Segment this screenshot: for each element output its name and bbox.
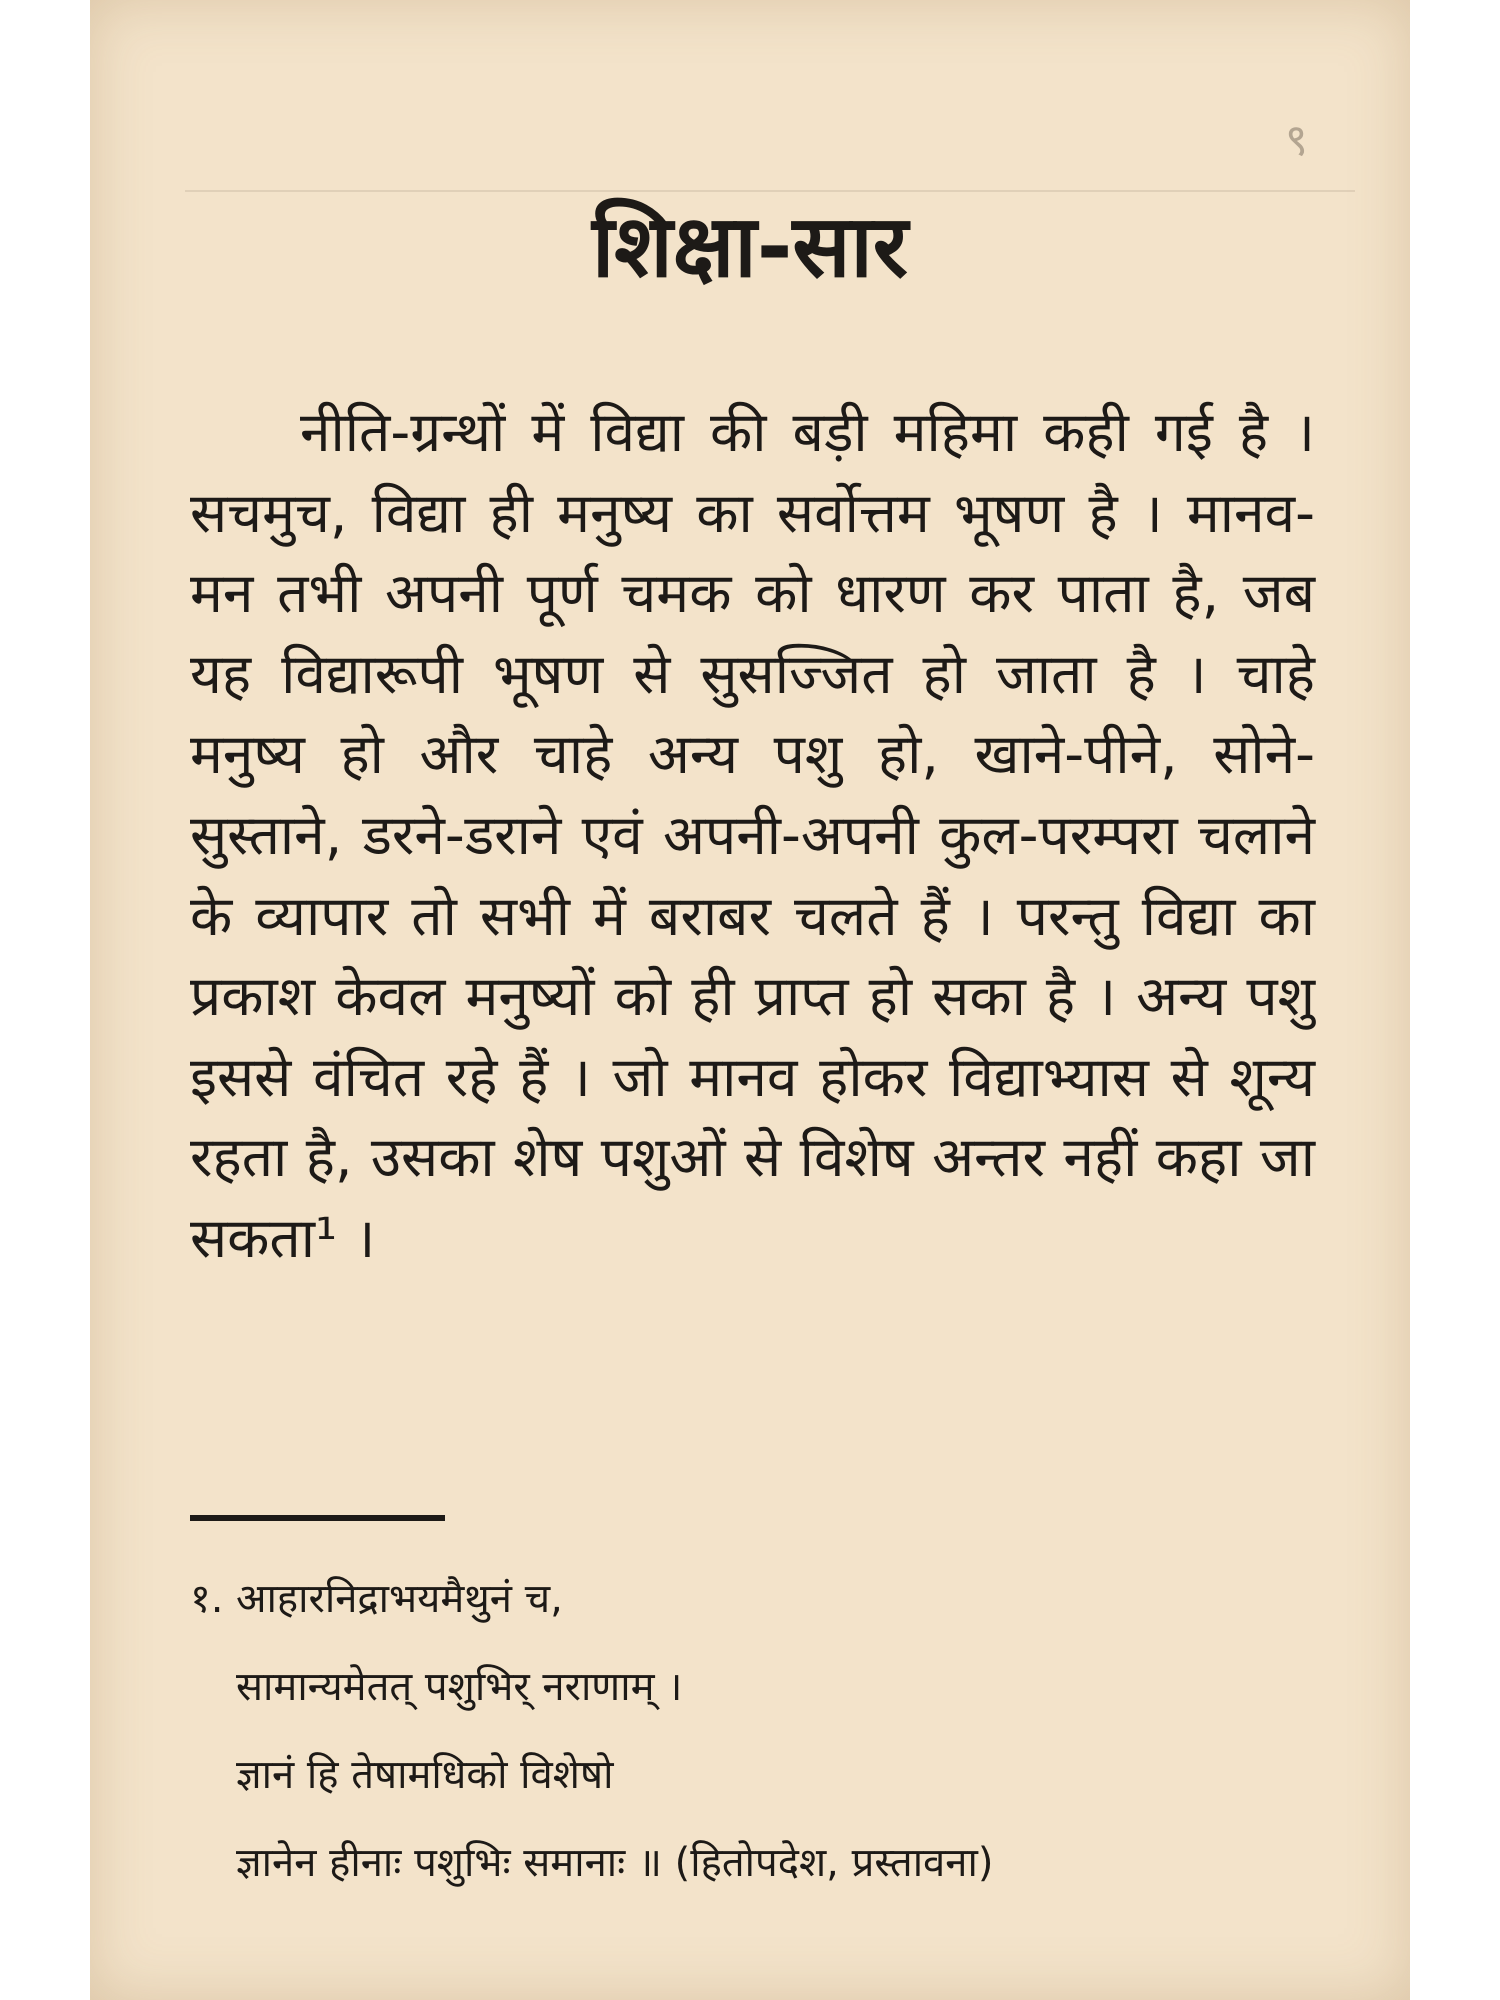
show-through-rule bbox=[185, 190, 1355, 192]
verse-text-1: आहारनिद्राभयमैथुनं च, bbox=[236, 1576, 563, 1622]
book-page bbox=[90, 0, 1410, 2000]
verse-line-2: सामान्यमेतत् पशुभिर् नराणाम् । bbox=[236, 1664, 683, 1710]
page-title: शिक्षा-सार bbox=[592, 197, 908, 297]
footnote-separator bbox=[190, 1515, 445, 1521]
verse-line-1 bbox=[190, 1555, 1330, 1643]
footnote-verse bbox=[190, 1555, 1330, 1907]
verse-line-3: ज्ञानं हि तेषामधिको विशेषो bbox=[236, 1752, 614, 1798]
page-corner-mark: ९ bbox=[1285, 115, 1308, 166]
main-paragraph: नीति-ग्रन्थों में विद्या की बड़ी महिमा कही गई है । सचमुच, विद्या ही मनुष्य का सर्वोत्तम भूषण है । मानव-मन तभी अपनी पूर्ण चमक को धारण कर पाता है, जब यह विद्यारूपी भूषण से सुसज्जित हो जाता है । चाहे मनुष्य हो और चाहे अन्य पशु हो, खाने-पीने, सोने-सुस्ताने, डरने-डराने एवं अपनी-अपनी कुल-परम्परा चलाने के व्यापार तो सभी में बराबर चलते हैं । परन्तु विद्या का प्रकाश केवल मनुष्यों को ही प्राप्त हो सका है । अन्य पशु इससे वंचित रहे हैं । जो मानव होकर विद्याभ्यास से शून्य रहता है, उसका शेष पशुओं से विशेष अन्तर नहीं कहा जा सकता¹ । bbox=[190, 400, 1315, 1270]
verse-line-4: ज्ञानेन हीनाः पशुभिः समानाः ॥ (हितोपदेश, प्रस्तावना) bbox=[236, 1840, 994, 1886]
footnote-number: १. bbox=[190, 1576, 224, 1622]
